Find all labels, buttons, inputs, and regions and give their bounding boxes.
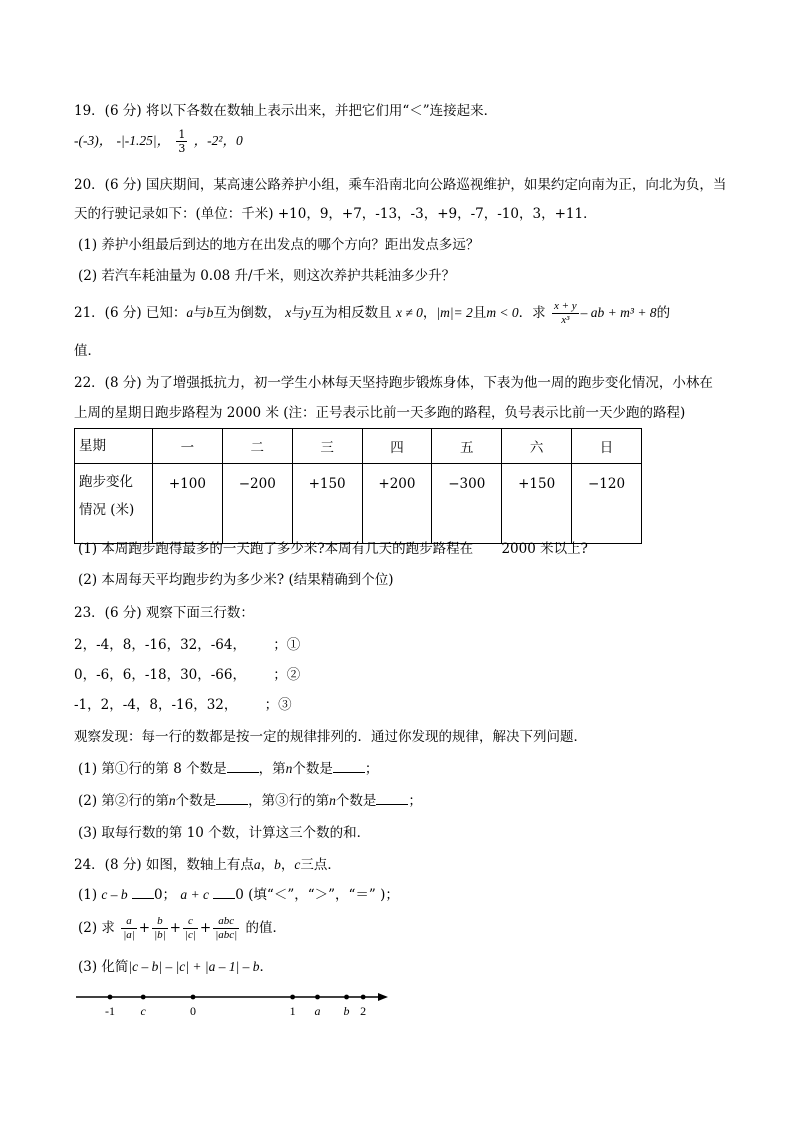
- q23-part2: (2) 第②行的第n个数是 ，第③行的第n个数是 ；: [78, 793, 422, 809]
- answer-blank: [333, 760, 365, 773]
- table-value-cell: +100: [153, 464, 223, 544]
- q21-stem: 21．(6 分) 已知：a与b互为倒数， x与y互为相反数且 x ≠ 0，|m|= 2且m < 0．求 $\frac{x + y}{\text{x³}}$ – ab + m³ + 8的: [74, 300, 671, 326]
- table-day-cell: 三: [292, 429, 362, 464]
- answer-blank: [213, 886, 235, 899]
- q19-number-2: -|-1.25|，: [116, 133, 171, 148]
- q19-number-3: ，-2²，0: [193, 133, 243, 148]
- q24-fraction-4: $\frac{\text{abc}}{\text{|abc|}}$: [215, 915, 238, 941]
- q24-fraction-1: $\frac{a}{|a|}$: [123, 915, 135, 941]
- table-row: [75, 464, 642, 544]
- q23-row3: -1，2，-4，8，-16，32， ；③: [74, 697, 292, 713]
- table-value-cell: +150: [502, 464, 572, 544]
- number-line-arrow: [378, 993, 388, 1001]
- q21-condition-2: |m|= 2: [436, 305, 473, 320]
- number-line-label: -1: [105, 1004, 115, 1018]
- q24-fraction-2: $\frac{b}{|b|}$: [154, 915, 166, 941]
- table-value-cell: −200: [222, 464, 292, 544]
- q24-part1: (1) c – b 0； a + c 0 (填“＜”，“＞”，“＝” )；: [78, 887, 399, 903]
- table-header-label: 星期: [75, 429, 153, 464]
- q24-part3: (3) 化简|c – b| – |c| + |a – 1| – b．: [78, 959, 274, 975]
- table-row-label: 跑步变化 情况 (米): [75, 464, 153, 544]
- table-value-cell: +200: [362, 464, 432, 544]
- number-line-label: a: [314, 1004, 321, 1018]
- q20-part1: (1) 养护小组最后到达的地方在出发点的哪个方向？距出发点多远？: [78, 237, 480, 253]
- q21-fraction: $\frac{x + y}{\text{x³}}$: [553, 300, 577, 326]
- q22-part2: (2) 本周每天平均跑步约为多少米? (结果精确到个位): [78, 572, 394, 588]
- number-line-point: [141, 995, 146, 1000]
- table-value-cell: +150: [292, 464, 362, 544]
- table-value-cell: −120: [572, 464, 642, 544]
- q24-stem: 24．(8 分) 如图，数轴上有点a，b，c三点．: [74, 857, 341, 873]
- number-line-label: 0: [190, 1004, 196, 1018]
- number-line-point: [191, 995, 196, 1000]
- q23-row1: 2，-4，8，-16，32，-64， ；①: [74, 637, 301, 653]
- number-line-point: [344, 995, 349, 1000]
- q24-part2: (2) 求 $\frac{a}{|a|}$ + $\frac{b}{|b|}$ + $\frac{c}{|c|}$ + $\frac{\text{abc}}{\text{|abc|}}$ 的值．: [78, 915, 286, 941]
- q23-part3: (3) 取每行数的第 10 个数，计算这三个数的和．: [78, 825, 371, 841]
- table-value-cell: −300: [432, 464, 502, 544]
- q19-fraction: $\frac{1}{3}$: [178, 128, 186, 155]
- answer-blank: [132, 886, 154, 899]
- answer-blank: [376, 792, 408, 805]
- number-line-marks: [105, 995, 366, 1018]
- table-day-cell: 五: [432, 429, 502, 464]
- table-day-cell: 一: [153, 429, 223, 464]
- number-line-point: [108, 995, 113, 1000]
- table-day-cell: 六: [502, 429, 572, 464]
- q21-condition-3: m < 0: [486, 305, 519, 320]
- q20-stem-line1: 20．(6 分) 国庆期间，某高速公路养护小组，乘车沿南北向公路巡视维护，如果约定向南为正，向北为负，当: [74, 177, 727, 193]
- number-line-point: [290, 995, 295, 1000]
- q19-number-1: -(-3)，: [74, 133, 113, 148]
- q21-line2: 值．: [74, 343, 101, 359]
- q23-observe: 观察发现：每一行的数都是按一定的规律排列的．通过你发现的规律，解决下列问题．: [74, 729, 587, 745]
- table-day-cell: 二: [222, 429, 292, 464]
- q22-stem-line2: 上周的星期日跑步路程为 2000 米 (注：正号表示比前一天多跑的路程，负号表示比前一天少跑的路程): [74, 405, 686, 421]
- table-day-cell: 日: [572, 429, 642, 464]
- q19-stem: 19．(6 分) 将以下各数在数轴上表示出来，并把它们用“＜”连接起来．: [74, 103, 498, 119]
- q21-expression-tail: – ab + m³ + 8: [580, 305, 657, 320]
- number-line-label: 2: [360, 1004, 367, 1018]
- table-day-cell: 四: [362, 429, 432, 464]
- table-row: [75, 429, 642, 464]
- number-line-point: [315, 995, 320, 1000]
- q22-stem-line1: 22．(8 分) 为了增强抵抗力，初一学生小林每天坚持跑步锻炼身体，下表为他一周的跑步变化情况，小林在: [74, 375, 713, 391]
- q21-condition-1: x ≠ 0: [395, 305, 423, 320]
- number-line-label: c: [140, 1004, 146, 1018]
- answer-blank: [227, 760, 259, 773]
- number-line-label: b: [343, 1004, 350, 1018]
- q20-part2: (2) 若汽车耗油量为 0.08 升/千米，则这次养护共耗油多少升？: [78, 268, 456, 284]
- q22-part1: (1) 本周跑步跑得最多的一天跑了多少米?本周有几天的跑步路程在 2000 米以上?: [78, 541, 588, 557]
- q23-row2: 0，-6，6，-18，30，-66， ；②: [74, 667, 301, 683]
- q24-fraction-3: $\frac{c}{|c|}$: [184, 915, 196, 941]
- q20-stem-line2: 天的行驶记录如下：(单位：千米) +10，9，+7，-13，-3，+9，-7，-10，3，+11．: [74, 206, 597, 222]
- number-line-label: 1: [289, 1004, 296, 1018]
- q22-table: [74, 428, 642, 544]
- q23-part1: (1) 第①行的第 8 个数是 ，第n个数是 ；: [78, 761, 379, 777]
- q19-numbers: [74, 128, 243, 155]
- answer-blank: [216, 792, 248, 805]
- q23-stem: 23．(6 分) 观察下面三行数：: [74, 605, 254, 621]
- number-line-figure: [70, 988, 400, 1022]
- number-line-point: [361, 995, 366, 1000]
